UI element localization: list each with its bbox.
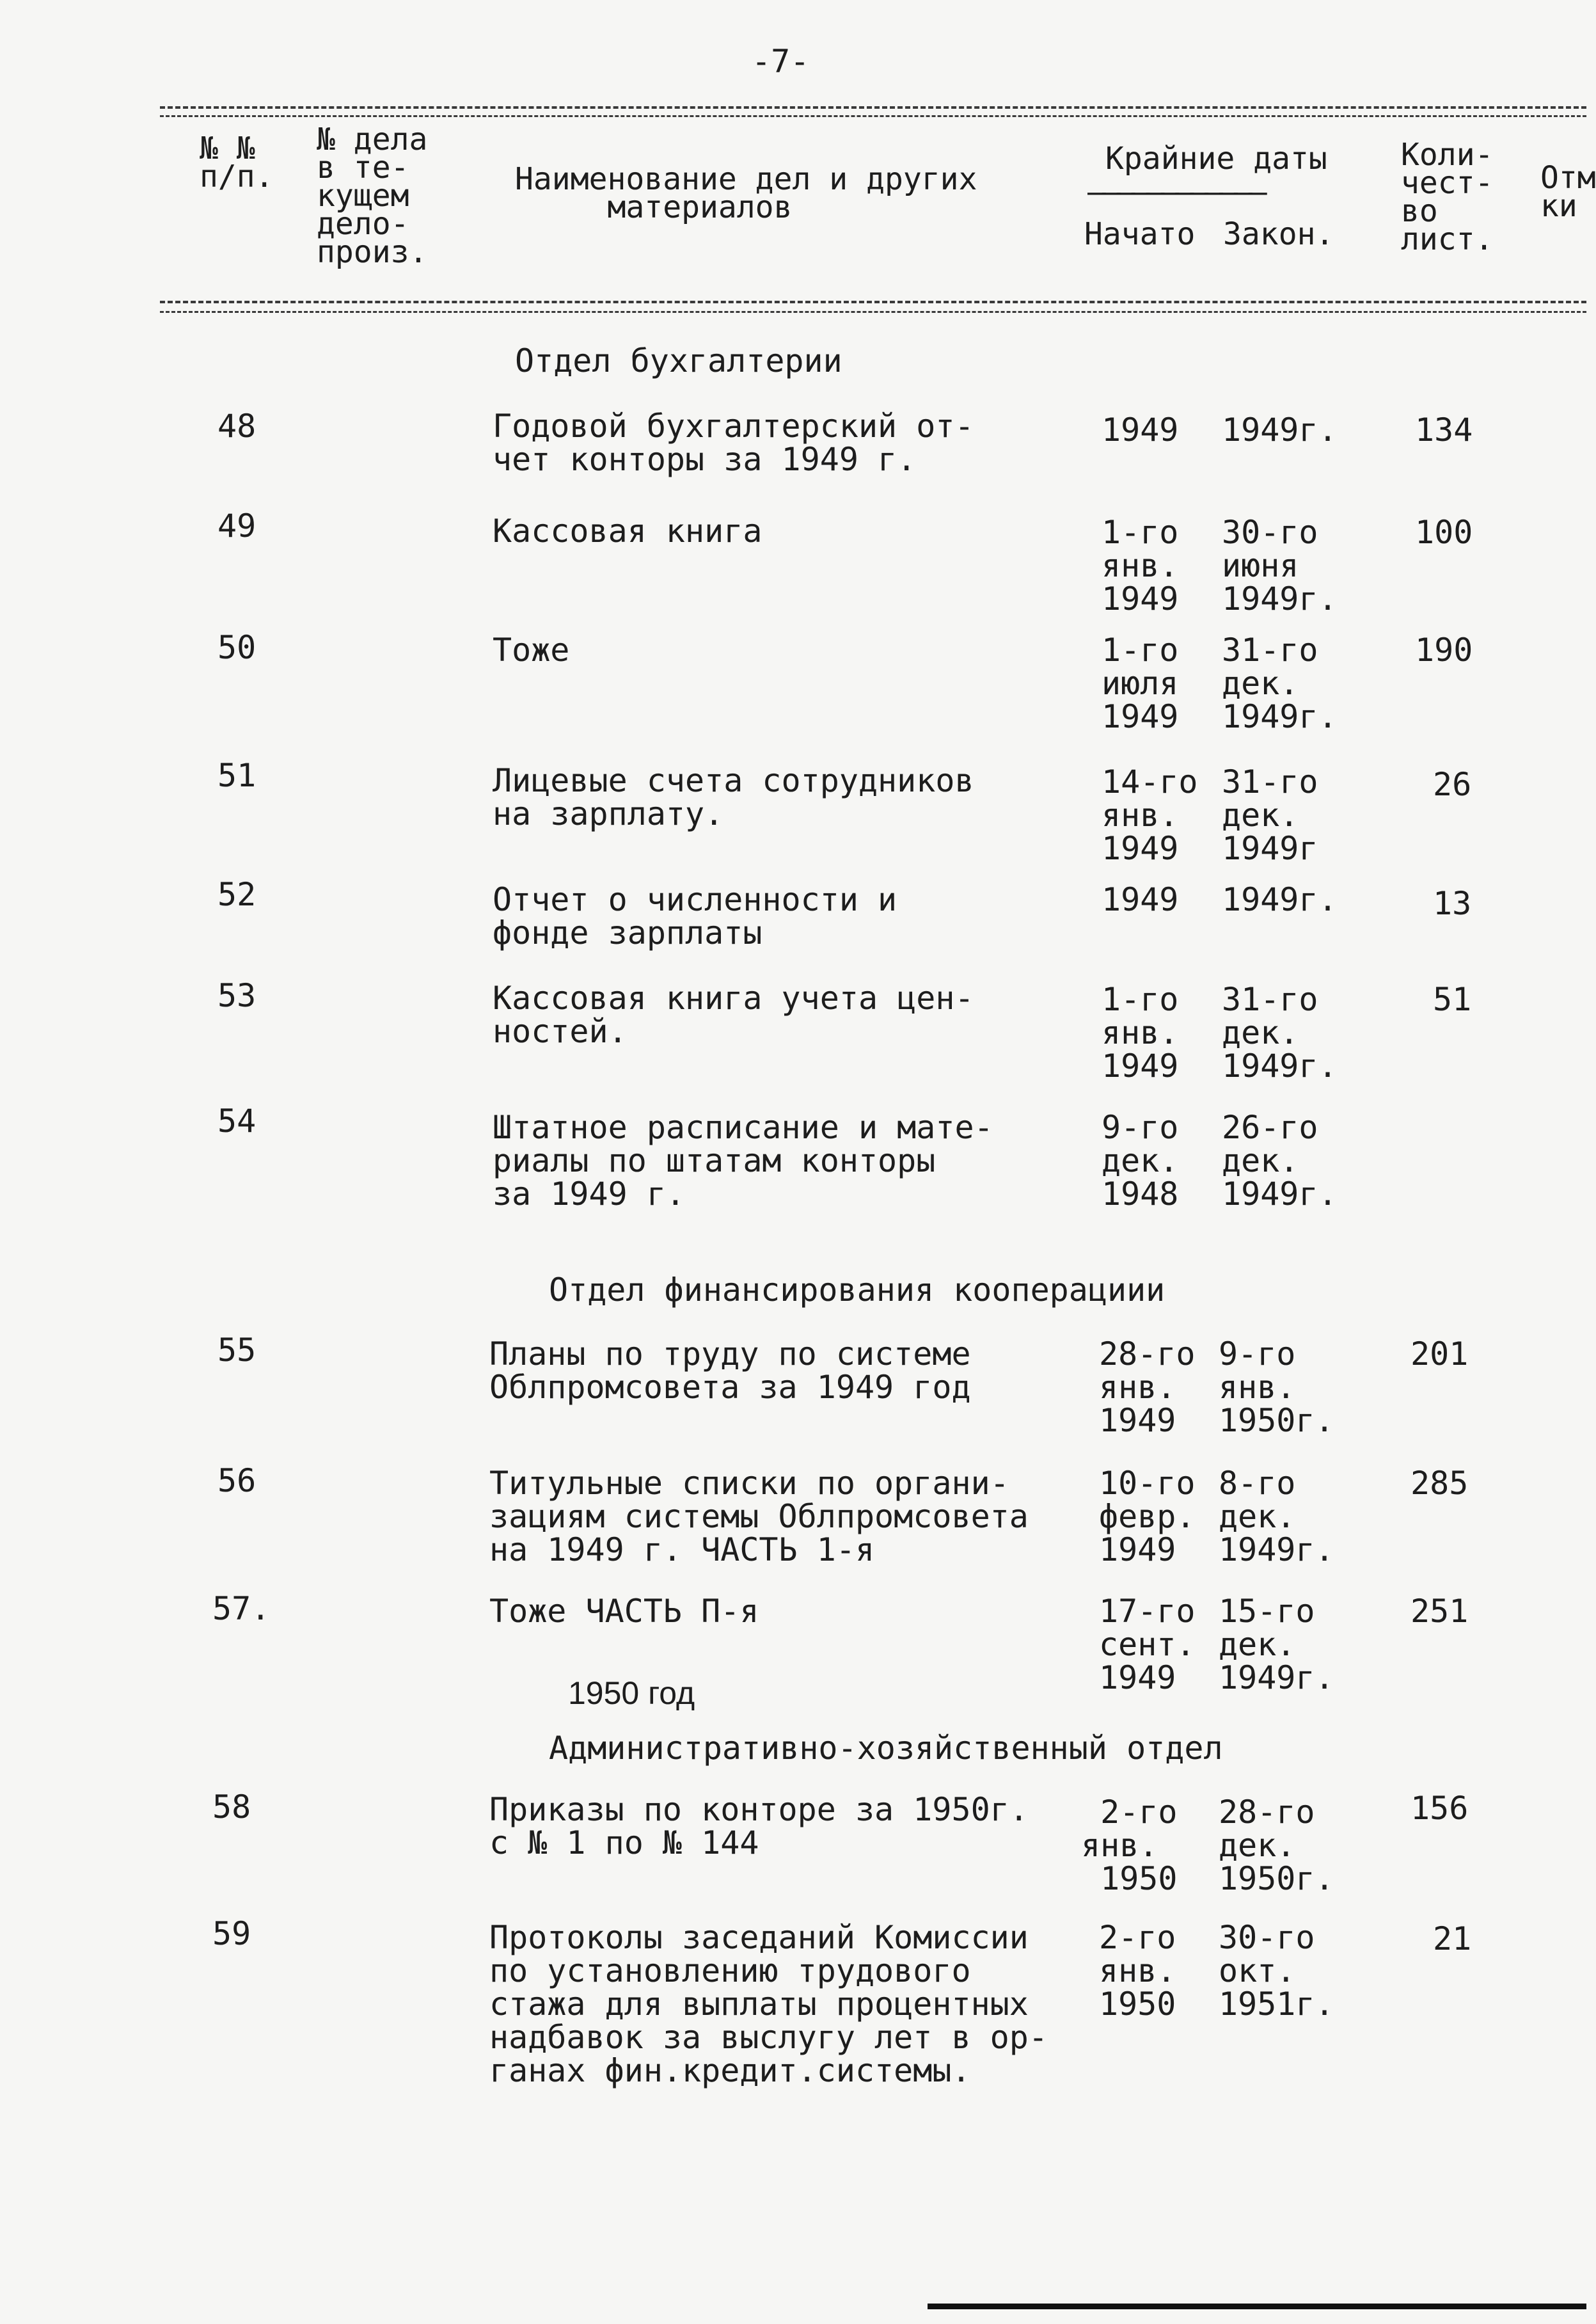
row-start-date: 17-го сент. 1949 <box>1099 1593 1196 1696</box>
row-sheet-count: 26 <box>1433 766 1472 803</box>
row-start-date: 1949 <box>1102 881 1179 918</box>
row-sheet-count: 201 <box>1410 1335 1469 1373</box>
row-title: Штатное расписание и мате- риалы по штатам конторы за 1949 г. <box>493 1109 993 1213</box>
row-start-date: 10-го февр. 1949 <box>1099 1465 1196 1568</box>
row-end-date: 31-го дек. 1949г <box>1222 763 1318 867</box>
row-end-date: 1949г. <box>1222 881 1338 918</box>
row-end-date: 28-го дек. 1950г. <box>1219 1794 1334 1897</box>
row-start-date: 2-го янв. 1950 <box>1081 1794 1178 1897</box>
header-top-rule-2 <box>160 115 1586 117</box>
row-start-date: 14-го янв. 1949 <box>1102 763 1198 867</box>
section-heading-cooperation-financing: Отдел финансирования кооперациии <box>549 1271 1165 1309</box>
header-col-name: Наименование дел и других материалов <box>515 161 977 225</box>
row-title: Тоже <box>493 632 570 669</box>
row-sheet-count: 134 <box>1415 411 1473 449</box>
row-title: Протоколы заседаний Комиссии по установлению трудового стажа для выплаты процентных надбавок за выслугу лет в ор- ганах фин.кредит.системы. <box>489 1919 1048 2089</box>
row-sheet-count: 100 <box>1415 514 1473 551</box>
row-end-date: 8-го дек. 1949г. <box>1219 1465 1334 1568</box>
row-start-date: 2-го янв. 1950 <box>1099 1919 1176 2023</box>
header-bottom-rule <box>160 301 1586 303</box>
row-sheet-count: 21 <box>1433 1920 1472 1957</box>
row-number: 48 <box>217 408 257 445</box>
row-title: Тоже ЧАСТЬ П-я <box>489 1593 759 1630</box>
row-start-date: 9-го дек. 1948 <box>1102 1109 1179 1213</box>
row-start-date: 28-го янв. 1949 <box>1099 1335 1196 1439</box>
row-title: Кассовая книга учета цен- ностей. <box>493 980 974 1050</box>
row-end-date: 31-го дек. 1949г. <box>1222 981 1338 1085</box>
row-number: 52 <box>217 876 257 913</box>
row-sheet-count: 51 <box>1433 981 1472 1018</box>
row-title: Титульные списки по органи- зациям системы Облпромсовета на 1949 г. ЧАСТЬ 1-я <box>489 1465 1029 1568</box>
row-sheet-count: 13 <box>1433 885 1472 922</box>
header-col-count: Коли- чест- во лист. <box>1401 137 1494 257</box>
row-number: 56 <box>217 1462 257 1499</box>
row-end-date: 31-го дек. 1949г. <box>1222 632 1338 735</box>
row-end-date: 26-го дек. 1949г. <box>1222 1109 1338 1213</box>
header-bottom-rule-2 <box>160 311 1586 313</box>
year-heading: 1950 год <box>568 1675 695 1711</box>
section-heading-accounting: Отдел бухгалтерии <box>515 342 842 379</box>
row-end-date: 30-го окт. 1951г. <box>1219 1919 1334 2023</box>
row-start-date: 1-го янв. 1949 <box>1102 514 1179 617</box>
row-sheet-count: 285 <box>1410 1465 1469 1502</box>
row-number: 53 <box>217 977 257 1014</box>
row-title: Планы по труду по системе Облпромсовета за 1949 год <box>489 1335 971 1406</box>
row-sheet-count: 190 <box>1415 632 1473 669</box>
header-col-start: Начато <box>1084 216 1196 252</box>
section-heading-administrative: Административно-хозяйственный отдел <box>549 1730 1223 1767</box>
row-title: Кассовая книга <box>493 513 762 550</box>
header-col-number: № № п/п. <box>200 131 274 195</box>
row-start-date: 1949 <box>1102 411 1179 449</box>
row-sheet-count: 156 <box>1410 1790 1469 1827</box>
row-number: 55 <box>217 1332 257 1369</box>
row-end-date: 9-го янв. 1950г. <box>1219 1335 1334 1439</box>
header-col-case-number: № дела в те- кущем дело- произ. <box>317 122 428 270</box>
row-number: 49 <box>217 507 257 545</box>
row-number: 59 <box>212 1915 251 1952</box>
header-col-dates: Крайние даты <box>1105 141 1327 177</box>
page-number: -7- <box>752 43 810 80</box>
header-col-dates-rule: ———————————— <box>1087 174 1263 210</box>
row-number: 51 <box>217 757 257 794</box>
header-col-end: Закон. <box>1223 216 1334 252</box>
row-start-date: 1-го янв. 1949 <box>1102 981 1179 1085</box>
header-col-remarks: Отм ки <box>1540 160 1596 224</box>
row-number: 50 <box>217 629 257 666</box>
row-end-date: 30-го июня 1949г. <box>1222 514 1338 617</box>
row-number: 54 <box>217 1102 257 1140</box>
row-end-date: 1949г. <box>1222 411 1338 449</box>
row-title: Лицевые счета сотрудников на зарплату. <box>493 762 974 832</box>
header-top-rule <box>160 106 1586 109</box>
row-title: Приказы по конторе за 1950г. с № 1 по № 144 <box>489 1791 1029 1861</box>
bottom-edge-line <box>928 2304 1586 2309</box>
row-number: 58 <box>212 1788 251 1826</box>
row-title: Отчет о численности и фонде зарплаты <box>493 881 897 951</box>
row-end-date: 15-го дек. 1949г. <box>1219 1593 1334 1696</box>
row-sheet-count: 251 <box>1410 1593 1469 1630</box>
row-number: 57. <box>212 1590 271 1627</box>
row-title: Годовой бухгалтерский от- чет конторы за 1949 г. <box>493 408 974 478</box>
row-start-date: 1-го июля 1949 <box>1102 632 1179 735</box>
